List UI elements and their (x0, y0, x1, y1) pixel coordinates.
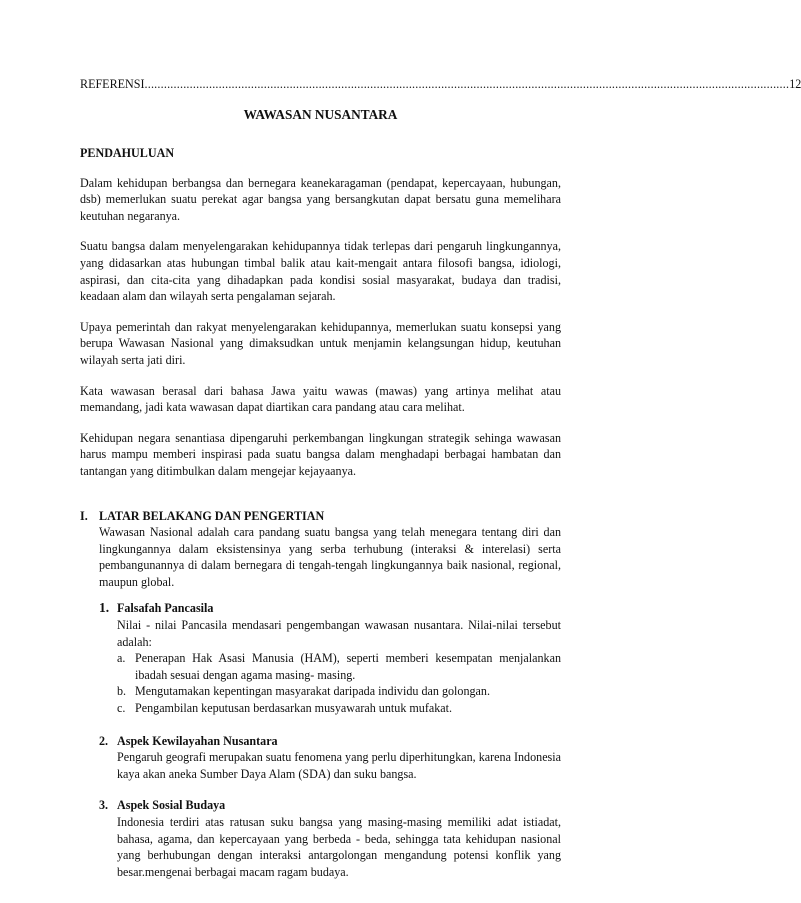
subsection-body: Pengaruh geografi merupakan suatu fenomena yang perlu diperhitungkan, karena Indonesia kaya akan aneka Sumber Daya Alam (SDA) dan suku bangsa. (117, 750, 561, 781)
toc-label: REFERENSI (80, 77, 145, 91)
subsection-heading (99, 733, 561, 750)
subsection-title: Aspek Kewilayahan Nusantara (117, 733, 278, 748)
list-item (117, 650, 561, 683)
chapter-title: LATAR BELAKANG DAN PENGERTIAN (99, 508, 325, 523)
list-text: Pengambilan keputusan berdasarkan musyawarah untuk mufakat. (135, 701, 453, 716)
intro-paragraph: Upaya pemerintah dan rakyat menyelengarakan kehidupannya, memerlukan suatu konsepsi yang berupa Wawasan Nasional yang dimaksudkan untuk menjamin kelangsungan hidup, keutuhan wilayah serta jati diri. (80, 319, 561, 367)
intro-paragraph: Suatu bangsa dalam menyelengarakan kehidupannya tidak terlepas dari pengaruh lingkungannya, yang didasarkan atas hubungan timbal balik atau kait-mengait antara filosofi bangsa, idiologi, aspirasi, dan cita-cita yang dihadapkan pada kondisi sosial masyarakat, budaya dan tradisi, keadaan alam dan wilayah serta pengalaman sejarah. (80, 239, 561, 304)
section-heading: PENDAHULUAN (80, 146, 175, 160)
subsection-body: Nilai - nilai Pancasila mendasari pengembangan wawasan nusantara. Nilai-nilai tersebut adalah: (117, 618, 561, 649)
intro-paragraph: Dalam kehidupan berbangsa dan bernegara keanekaragaman (pendapat, kepercayaan, hubungan, dsb) memerlukan suatu perekat agar bangsa yang bersangkutan dapat bersatu guna memelihara keutuhan negaranya. (80, 175, 561, 223)
subsection (99, 733, 561, 783)
list-letter: b. (117, 684, 127, 699)
toc-entry[interactable] (80, 76, 801, 93)
list-text: Penerapan Hak Asasi Manusia (HAM), seperti memberi kesempatan menjalankan ibadah sesuai dengan agama masing- masing. (135, 651, 561, 682)
chapter-section (80, 508, 561, 881)
intro-paragraph: Kehidupan negara senantiasa dipengaruhi perkembangan lingkungan strategik sehinga wawasan harus mampu memberi inspirasi pada suatu bangsa dalam menghadapi berbagai hambatan dan tantangan yang ditimbulkan dalam mengejar kejayaanya. (80, 430, 561, 478)
list-item (117, 700, 561, 717)
subsection (99, 797, 561, 880)
chapter-number: I. (80, 508, 88, 523)
document-title: WAWASAN NUSANTARA (243, 107, 398, 122)
chapter-heading (80, 508, 561, 525)
list-item (117, 683, 561, 700)
subsection-number: 2. (99, 733, 109, 748)
toc-leader-dots: ........................................................................................................................................................................................................ (144, 77, 790, 91)
subsection (99, 600, 561, 716)
list-letter: a. (117, 651, 126, 666)
subsection-heading (99, 600, 561, 617)
subsection-number: 1. (99, 600, 110, 616)
list-text: Mengutamakan kepentingan masyarakat daripada individu dan golongan. (135, 684, 490, 699)
list-letter: c. (117, 701, 126, 716)
subsection-body: Indonesia terdiri atas ratusan suku bangsa yang masing-masing memiliki adat istiadat, bahasa, agama, dan kepercayaan yang berbeda - beda, sehingga tata kehidupan nasional yang berhubungan dengan interaksi antargolongan mengandung potensi konflik yang besar.mengenai berbagai macam ragam budaya. (117, 815, 561, 879)
chapter-body: Wawasan Nasional adalah cara pandang suatu bangsa yang telah menegara tentang diri dan lingkungannya dalam eksistensinya yang serba terhubung (interaksi & interelasi) serta pembangunannya di dalam bernegara di tengah-tengah lingkungannya baik nasional, regional, maupun global. (99, 525, 561, 589)
toc-page-number: 12 (789, 77, 801, 91)
subsection-title: Aspek Sosial Budaya (117, 798, 226, 813)
document-page (80, 76, 801, 880)
intro-paragraph: Kata wawasan berasal dari bahasa Jawa yaitu wawas (mawas) yang artinya melihat atau memandang, jadi kata wawasan dapat diartikan cara pandang atau cara melihat. (80, 383, 561, 415)
subsection-heading (99, 797, 561, 814)
subsection-number: 3. (99, 798, 109, 813)
subsection-title: Falsafah Pancasila (117, 601, 214, 616)
